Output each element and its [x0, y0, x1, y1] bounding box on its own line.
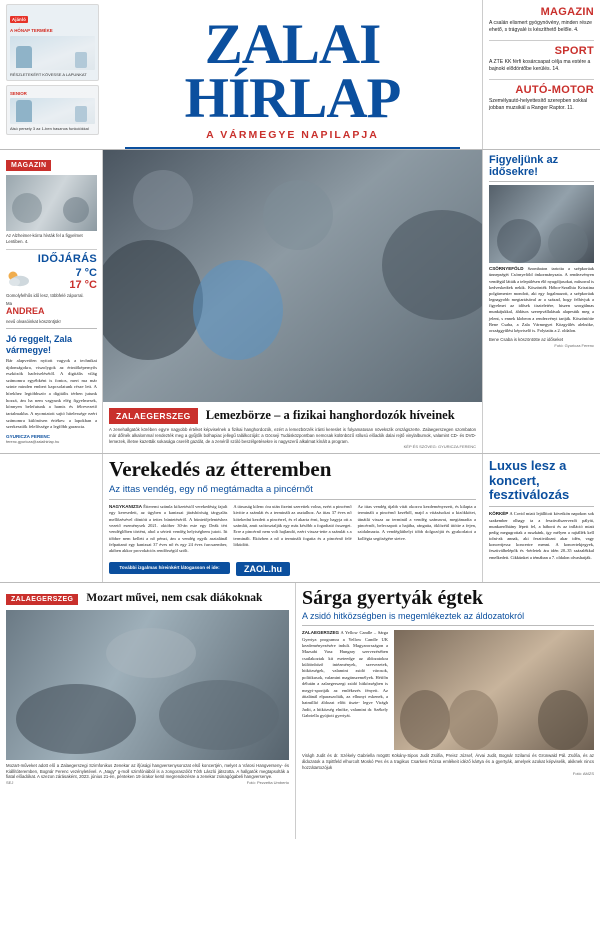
- nameday-note: nevű olvasóinkat köszöntjük!: [6, 319, 61, 325]
- lead-credit: KÉP ÉS SZÖVEG: GYURICZA FERENC: [403, 444, 476, 450]
- luxus-article: [482, 454, 600, 581]
- left-rail: [0, 150, 103, 453]
- weather-widget: [6, 249, 97, 325]
- promo-sub3: Alsó persely 3 az 1-ben hasznos funkciókkal: [10, 126, 89, 132]
- cloud-sun-icon: [6, 269, 32, 289]
- right-rail: [482, 150, 600, 453]
- masthead: [0, 0, 600, 150]
- mozart-article: [0, 583, 296, 839]
- luxus-body: [489, 511, 594, 560]
- left-rail-continued: [0, 454, 103, 581]
- sarga-col1-text: A Yellow Candle – Sárga Gyertya programra a Yellow Candle UK kezdeményezésére indult. Magyarországon a Mazsabi Vasz Hungary szervezésében csatlakoztak kit eseteedge az áldozatokra külöönböző intézmények, szervezetek, hitközségek, valamint zsidó városok, politikusok, valamint magánszemélyek. Hétfőn délután a zalaegerszegi zsidó hitközségben is megyi-sportják az emlékezés fényeit. Az áttalánál elparaszolták, az elhunyt eskenek, a hatmillió áldozat előtt tiszte- legve Virágh Judit, a hitközség elnöke, valamint dr. Székely Gabriella gyújtott gyertyát.: [302, 630, 388, 719]
- cta-banner[interactable]: További izgalmas híreinkért látogasson el ide:: [109, 562, 230, 574]
- zaol-logo[interactable]: ZAOL.hu: [236, 562, 290, 576]
- idosek-text: Szombaton tartotta a szépkorúak ünnepségét Csörnyeföld önkormányzata. A rendezvényen vendégül látták a településen élő nyugdíjasokat, műsorral is kedveskedtek nekik. Köszönték Hóbor-Szralhia Krisztina polgármester mondott, aki egy fogalmazott, a szépkorúak legnagyobb megtartásával ar a század, hogy felhívjuk a figyelmet az idősek tiszteletére, hiszen szorgálmas munkájukkal, áldásos szerepvállalásuk alapestük meg a jelent, s ennek klobeon a rendezvényt tartják. Köszöntötte Bene Csaba, a Zala Vármegyei Közgyűlés alelnöke, országgyűlési képviselő is. Folytatás a 2. oldalon.: [489, 266, 594, 333]
- greeting-email: ferenc.gyuricza@zalaihirlap.hu: [6, 439, 60, 445]
- magazin-caption: Az Alzheimer-kórra hívták fel a figyelmet Lentiben. 4.: [6, 233, 83, 244]
- luxus-lead-in: KÖRKÉP: [489, 511, 509, 517]
- idosek-lead-in: CSÖRNYEFÖLD: [489, 266, 524, 272]
- promo-sub1: RÉSZLETEKÉRT KÖVESSE A LAPUNKAT: [10, 71, 87, 77]
- teaser-magazin[interactable]: [489, 6, 594, 35]
- teaser-sport[interactable]: [489, 45, 594, 74]
- editorial-greeting: [6, 334, 97, 444]
- lead-story-text: [103, 402, 482, 453]
- verekedes-col-3: Az ittas vendég újabb vitát okozva kezdeményezett, és kilapta a terminált a pincérnő kezéből, majd a vitázásokat a kizökkötet, útnátlá vissza az terminál a vendég számavat, megtámadta a pincérnőt, belecsapott a hajába, rángatta, öklözéül ütötte a fejen, szidalmazta. A vendégláthelyi több dolgozóját és gyakorlatot a kollégia segítségére sietve.: [357, 503, 476, 541]
- verekedes-col-2: A társaság kilenc óra után fizetni szerettek volna, ezért a pincérnő kivitte a számlát és a terminált az asztalhoz. Az ittas 37 éves nő kötekedni kezdett a pincérrel, és el akarta érni, hogy hagyja ott a számlát, amit szótosztalják egy más később a fogadtató összeget. Erre a pincérnő nem volt hajlandó, ezért vissza-tette a számlát s a terminált. Eközben a nő a terminált fogatta és a pincérnő felé löküdött.: [233, 503, 352, 548]
- teaser-kicker: MAGAZIN: [540, 6, 594, 18]
- verekedes-subhead: Az ittas vendég, egy nő megtámadta a pincérnőt: [109, 483, 313, 495]
- verekedes-headline[interactable]: Verekedés az étteremben: [109, 457, 332, 482]
- nameday-label: Ma: [6, 301, 12, 307]
- mozart-photo: [6, 610, 289, 760]
- weather-title: IDŐJÁRÁS: [37, 252, 97, 265]
- teaser-text: A csalán elismert gyógynövény, minden része ehető, s trágyalé is készíthető belőle. 4.: [489, 20, 592, 34]
- promo-senior-image: [10, 98, 95, 124]
- weather-description: Gomolyfelhős idő lesz, többfelé záporral.: [6, 292, 84, 298]
- idosek-caption: Bene Csaba is köszöntötte az időseket: [489, 337, 564, 343]
- promo-product-of-the-month[interactable]: [6, 4, 99, 81]
- idosek-body: [489, 266, 594, 334]
- lead-section: [0, 150, 600, 454]
- sarga-article: [296, 583, 600, 839]
- teaser-text: A ZTE KK férfi kosárcsapat célja ma estére a bajnoki elődöntőbe kerülés. 14.: [489, 58, 591, 73]
- center-column: [103, 150, 482, 453]
- teaser-auto-motor[interactable]: [489, 84, 594, 113]
- sarga-caption: Virágh Judit és dr. Székely Gabriella mögött Kökány-Sipos Judit Zsófia, Preisz József, Árvai Judit, Bognár Szilamó és Grünwald Pál. Zsófia, és az áldozatok a Spittfeld elhurcolt Moskó Pes és a tragikus Csarkesi Rózsa emlékeit idéző kártya és a gyertyák, amelyek azokat képviselik, akiknek nincs hozzátartozójuk: [302, 753, 594, 770]
- lead-caption: A zenehallgatók körében egyre nagyobb értéket képviselnek a fizikai hanghordozók, ezért a lemezbörzék iránti kereslet is folyamatosan növekszik országszerte. Zalaegerszegen szombaton már dőlnék alkalommal rendezték meg a gyűjtők bolhapiac jellegű találkozóját: a Göcseji Tudásközpontban nemcsak különböző stílusú előadók dalai rejtő vinylalbumok, valamint CD- és DVD-lemezek, illetve kazetták sokasága cserélt gazdát, de a zenéről szóló beszélgetésekre is nagyszerű alkalmat kínált a program.: [109, 427, 476, 444]
- sarga-credit: Fotó: AMZS: [572, 770, 594, 776]
- teaser-kicker: AUTÓ-MOTOR: [515, 83, 594, 96]
- verekedes-col1-text: Étteremi számla kifizetéstől verekedésig fajult egy keresedett, az ügyben a kanizsai járásbíróság tárgyalás mellőzésével döntött a tettes büntetéséről. A büntetőjelentéshez vezető eseménysek 2021. október 30-án este egy Deák téri vendéglőben történt, ahol a sértett vendég helyiségbem jutott. Itt többre nem kellett a nő pénzt, ám a vendég egyik asztalánál felpattanó egy kanizsai 37 éves nő és egy 24 éves furcsaember, akiben akkor provokációs rendőrségül szólt.: [109, 503, 228, 554]
- promo-title: A HÓNAP TERMÉKE: [10, 28, 53, 33]
- sarga-headline[interactable]: Sárga gyertyák égtek: [302, 586, 484, 609]
- verekedes-columns: [109, 504, 476, 555]
- masthead-center: [103, 0, 482, 149]
- sarga-columns: [302, 630, 594, 750]
- sarga-photo-wrap: [394, 630, 594, 750]
- promo-senior[interactable]: [6, 85, 99, 136]
- weather-high: 17 °C: [69, 278, 97, 291]
- magazin-teaser[interactable]: [6, 154, 97, 245]
- mozart-caption: Mozart-műveket adott elő a Zalaegerszegi Szimfonikus Zenekar az ifjúsági hangversenysorozat első koncertjén, melyet a Városi Hangverseny- és Kiállítóteremben, Bognár Ferenc vezényletével. A „Nagy” g-moll szimfóniából is a zongoraszólót Tóth László játszotta. A hallgatók megtapsolták a fiatal előadókat. A szezon zárásaként, 2023. június 21-én, pénteken 19 órakor kerül megrendezésre a zenekar zsinagógabeli hangversenye.: [6, 762, 289, 780]
- promo-sub2: SENIOR: [10, 90, 27, 96]
- greeting-title: Jó reggelt, Zala vármegye!: [6, 334, 73, 355]
- divider: [489, 40, 594, 41]
- teaser-text: Személyautó-helyettesítő szerepben sokkal jobban muzsikál a Ranger Raptor. 11.: [489, 97, 588, 111]
- promo-badge: Ajánló: [12, 17, 26, 22]
- sarga-photo: [394, 630, 594, 750]
- masthead-left-promos: [0, 0, 103, 149]
- weather-low: 7 °C: [75, 266, 97, 279]
- luxus-title[interactable]: Luxus lesz a koncert, fesztiválozás: [489, 458, 570, 502]
- promo-image: [10, 36, 95, 70]
- luxus-text: A Covid miatt lejállított követkön napokon sok szakember olhagy ta a fesztiválszervezői pályát, munkaerőhiány lépett fel, a háború és az infláció miatt pedig megugrottak a ruszkánk, így mélyen a rajtállék kell tolni-ak annak, aki fesztiválozni akar idén, vagy koncertjessz koncertre menni. A koncertekjegyek, fesztiválbelépők és -bérletek ára idén 20–35 százalékkal emelkedett. Cikkünket a témában a 7. oldalon olvashatják.: [489, 511, 594, 560]
- mozart-headline[interactable]: Mozart művei, nem csak diákoknak: [86, 591, 263, 604]
- nameday-name: ANDREA: [6, 306, 45, 317]
- second-section: [0, 454, 600, 582]
- verekedes-col-1: [109, 504, 227, 555]
- teaser-kicker: SPORT: [554, 44, 594, 57]
- mozart-byline: SEJ: [6, 780, 14, 786]
- idosek-photo: [489, 185, 594, 263]
- section-tag-zalaegerszeg: ZALAEGERSZEG: [109, 408, 198, 424]
- lead-headline[interactable]: Lemezbörze – a fizikai hanghordozók híveinek: [205, 408, 455, 422]
- sarga-subhead: A zsidó hitközségben is megemlékeztek az áldozatokról: [302, 611, 525, 622]
- idosek-title[interactable]: Figyeljünk az idősekre!: [489, 154, 559, 179]
- idosek-credit: Fotó: Gyuricza Ferenc: [554, 342, 594, 348]
- verekedes-lead-in: NAGYKANIZSA: [109, 503, 143, 509]
- section-tag-zalaegerszeg-2: ZALAEGERSZEG: [6, 594, 78, 605]
- bottom-section: [0, 583, 600, 839]
- sarga-col-1: [302, 630, 388, 750]
- masthead-rule: [125, 147, 460, 149]
- sarga-lead-in: ZALAEGERSZEG: [302, 630, 340, 636]
- mozart-credit: Fotó: Pezzetta Umberto: [246, 780, 289, 786]
- section-tag-magazin: MAGAZIN: [6, 160, 51, 171]
- greeting-body: Bár alapvetően nyitott vagyok a technikai újdonságokra, viszolygok az érintőképernyős eszközök hadviselésétől. A digitális világ számomra egyébként is fontos, mert ma már szinte minden emberi kapcsolatunk része lett. A hírekhez legtöbbször a digitális térben jutunk hozzá, ám ha nem vagyunk elég figyelmesek, könnyen belefutunk a hamis és félrevezető tartalmakba. A nyomtatott sajtó hitelessége ezért számomra különösen értékes: a lapokban a szerkesztők felelőssége a legfőbb garancia.: [6, 357, 97, 430]
- newspaper-tagline: A VÁRMEGYE NAPILAPJA: [206, 129, 379, 142]
- newspaper-logo: ZALAI HÍRLAP: [184, 13, 401, 131]
- masthead-right-teasers: [482, 0, 600, 149]
- divider: [489, 79, 594, 80]
- verekedes-article: [103, 454, 482, 581]
- greeting-byline: GYURICZA FERENC: [6, 434, 50, 440]
- lead-photo: [103, 150, 482, 402]
- magazin-photo: [6, 175, 97, 231]
